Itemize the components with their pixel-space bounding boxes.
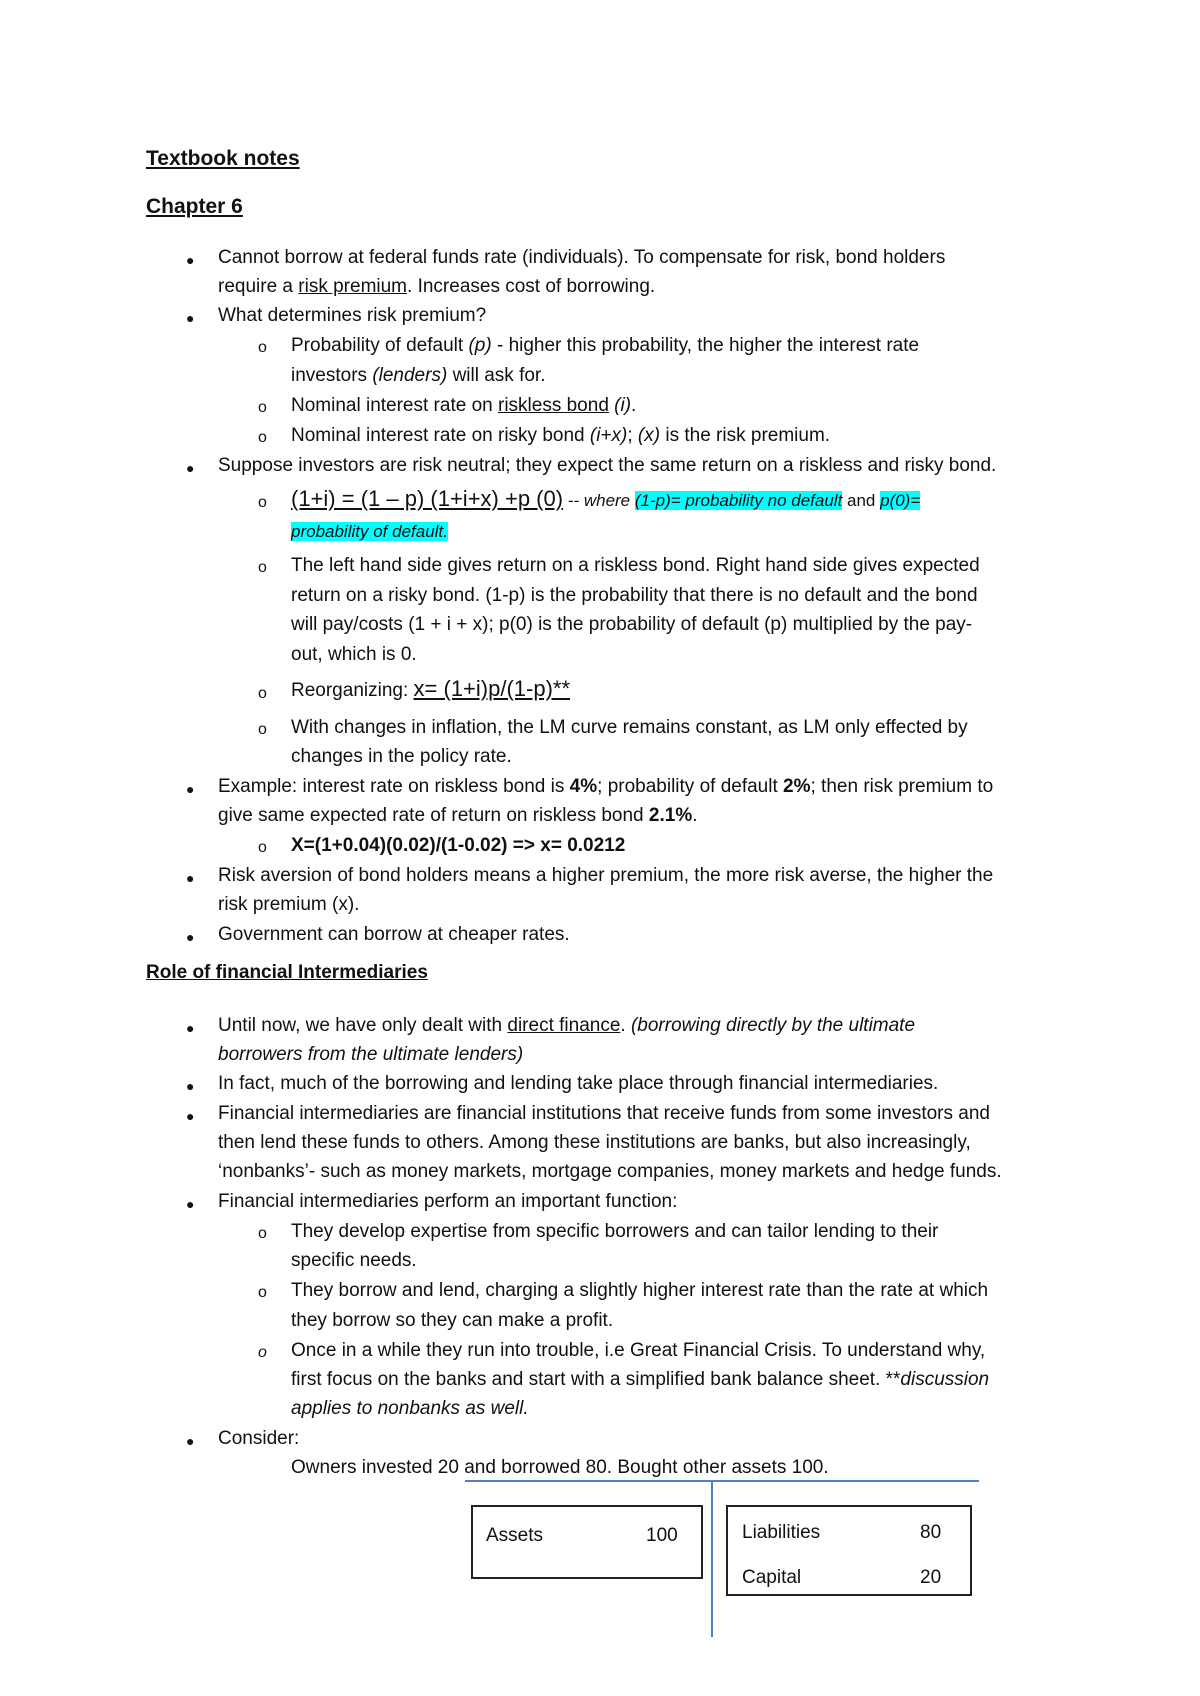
bullet-text: Until now, we have only dealt with direct finance. (borrowing directly by the ultimate (218, 1015, 916, 1036)
assets-box (471, 1505, 703, 1579)
sub-bullet-text: first focus on the banks and start with a simplified bank balance sheet. **discussion (291, 1369, 990, 1390)
bullet-text: Example: interest rate on riskless bond is 4%; probability of default 2%; then risk premium to (218, 776, 994, 797)
bullet-text: Consider: (218, 1428, 300, 1449)
sub-bullet-text: They develop expertise from specific borrowers and can tailor lending to their (291, 1221, 939, 1242)
bullet-icon: ● (186, 929, 195, 945)
bullet-icon: ● (186, 781, 195, 797)
bullet-icon: ● (186, 1108, 195, 1124)
sub-bullet-text: return on a risky bond. (1-p) is the probability that there is no default and the bond (291, 585, 978, 606)
t-account-top-line (465, 1480, 979, 1482)
highlight-default: p(0)= (880, 491, 921, 510)
sub-bullet-text: out, which is 0. (291, 644, 417, 665)
highlight-default: probability of default. (291, 522, 448, 541)
sub-bullet-text: applies to nonbanks as well. (291, 1398, 529, 1419)
assets-label: Assets (486, 1525, 544, 1546)
bullet-icon: ● (186, 1020, 195, 1036)
bullet-text: require a risk premium. Increases cost of borrowing. (218, 276, 656, 297)
bullet-icon: ● (186, 310, 195, 326)
liabilities-box (726, 1505, 972, 1596)
sub-bullet-icon: o (258, 721, 267, 738)
bullet-text: Government can borrow at cheaper rates. (218, 924, 570, 945)
bullet-icon: ● (186, 1078, 195, 1094)
sub-bullet-icon: o (258, 399, 267, 416)
liabilities-value: 80 (920, 1522, 942, 1543)
sub-bullet-text: Nominal interest rate on risky bond (i+x); (x) is the risk premium. (291, 425, 831, 446)
bullet-text: give same expected rate of return on riskless bond 2.1%. (218, 805, 698, 826)
sub-bullet-text (291, 520, 448, 544)
bullet-text: Financial intermediaries are financial institutions that receive funds from some investors and (218, 1103, 990, 1124)
bullet-text: Financial intermediaries perform an important function: (218, 1191, 678, 1212)
liabilities-label: Liabilities (742, 1522, 821, 1543)
chapter-heading: Chapter 6 (146, 195, 243, 218)
sub-bullet-text: With changes in inflation, the LM curve remains constant, as LM only effected by (291, 717, 968, 738)
consider-text: Owners invested 20 and borrowed 80. Bought other assets 100. (291, 1457, 829, 1478)
sub-bullet-icon: o (258, 1225, 267, 1242)
worked-example: X=(1+0.04)(0.02)/(1-0.02) => x= 0.0212 (291, 835, 626, 856)
bullet-icon: ● (186, 252, 195, 268)
sub-bullet-text: Once in a while they run into trouble, i.e Great Financial Crisis. To understand why, (291, 1340, 986, 1361)
bullet-text: risk premium (x). (218, 894, 360, 915)
sub-bullet-text: changes in the policy rate. (291, 746, 512, 767)
sub-bullet-icon: o (258, 1344, 267, 1361)
capital-label: Capital (742, 1567, 802, 1588)
bullet-text: ‘nonbanks’- such as money markets, mortgage companies, money markets and hedge funds. (218, 1161, 1002, 1182)
capital-value: 20 (920, 1567, 942, 1588)
bullet-icon: ● (186, 1433, 195, 1449)
sub-bullet-icon: o (258, 685, 267, 702)
sub-bullet-text: will pay/costs (1 + i + x); p(0) is the probability of default (p) multiplied by the pay- (291, 614, 973, 635)
sub-bullet-icon: o (258, 1284, 267, 1301)
bullet-text: then lend these funds to others. Among these institutions are banks, but also increasingly, (218, 1132, 971, 1153)
sub-bullet-text: Nominal interest rate on riskless bond (i). (291, 395, 637, 416)
sub-bullet-icon: o (258, 839, 267, 856)
section-heading: Role of financial Intermediaries (146, 962, 428, 983)
bullet-icon: ● (186, 870, 195, 886)
bullet-text: In fact, much of the borrowing and lending take place through financial intermediaries. (218, 1073, 939, 1094)
bullet-text: Risk aversion of bond holders means a higher premium, the more risk averse, the higher the (218, 865, 994, 886)
sub-bullet-icon: o (258, 429, 267, 446)
sub-bullet-text: specific needs. (291, 1250, 417, 1271)
equation-line: (1+i) = (1 – p) (1+i+x) +p (0) -- where (1-p)= probability no default and p(0)= (291, 486, 921, 511)
highlight-no-default: (1-p)= probability no default (634, 491, 843, 510)
sub-bullet-text: they borrow so they can make a profit. (291, 1310, 614, 1331)
sub-bullet-icon: o (258, 339, 267, 356)
page-title: Textbook notes (146, 147, 300, 170)
sub-bullet-text: They borrow and lend, charging a slightly higher interest rate than the rate at which (291, 1280, 989, 1301)
risk-premium-equation: x= (1+i)p/(1-p)** (413, 676, 571, 701)
bullet-text: What determines risk premium? (218, 305, 487, 326)
sub-bullet-text: The left hand side gives return on a riskless bond. Right hand side gives expected (291, 555, 980, 576)
sub-bullet-text: Probability of default (p) - higher this probability, the higher the interest rate (291, 335, 920, 356)
sub-bullet-text: investors (lenders) will ask for. (291, 365, 546, 386)
bullet-text: Cannot borrow at federal funds rate (individuals). To compensate for risk, bond holders (218, 247, 946, 268)
bullet-text: borrowers from the ultimate lenders) (218, 1044, 524, 1065)
bullet-icon: ● (186, 460, 195, 476)
t-account-divider (711, 1481, 713, 1637)
sub-bullet-text: Reorganizing: x= (1+i)p/(1-p)** (291, 676, 571, 701)
sub-bullet-icon: o (258, 559, 267, 576)
bullet-icon: ● (186, 1196, 195, 1212)
sub-bullet-icon: o (258, 494, 267, 511)
assets-value: 100 (646, 1525, 678, 1546)
bullet-text: Suppose investors are risk neutral; they expect the same return on a riskless and risky bond. (218, 455, 997, 476)
risk-neutral-equation: (1+i) = (1 – p) (1+i+x) +p (0) (291, 486, 564, 511)
